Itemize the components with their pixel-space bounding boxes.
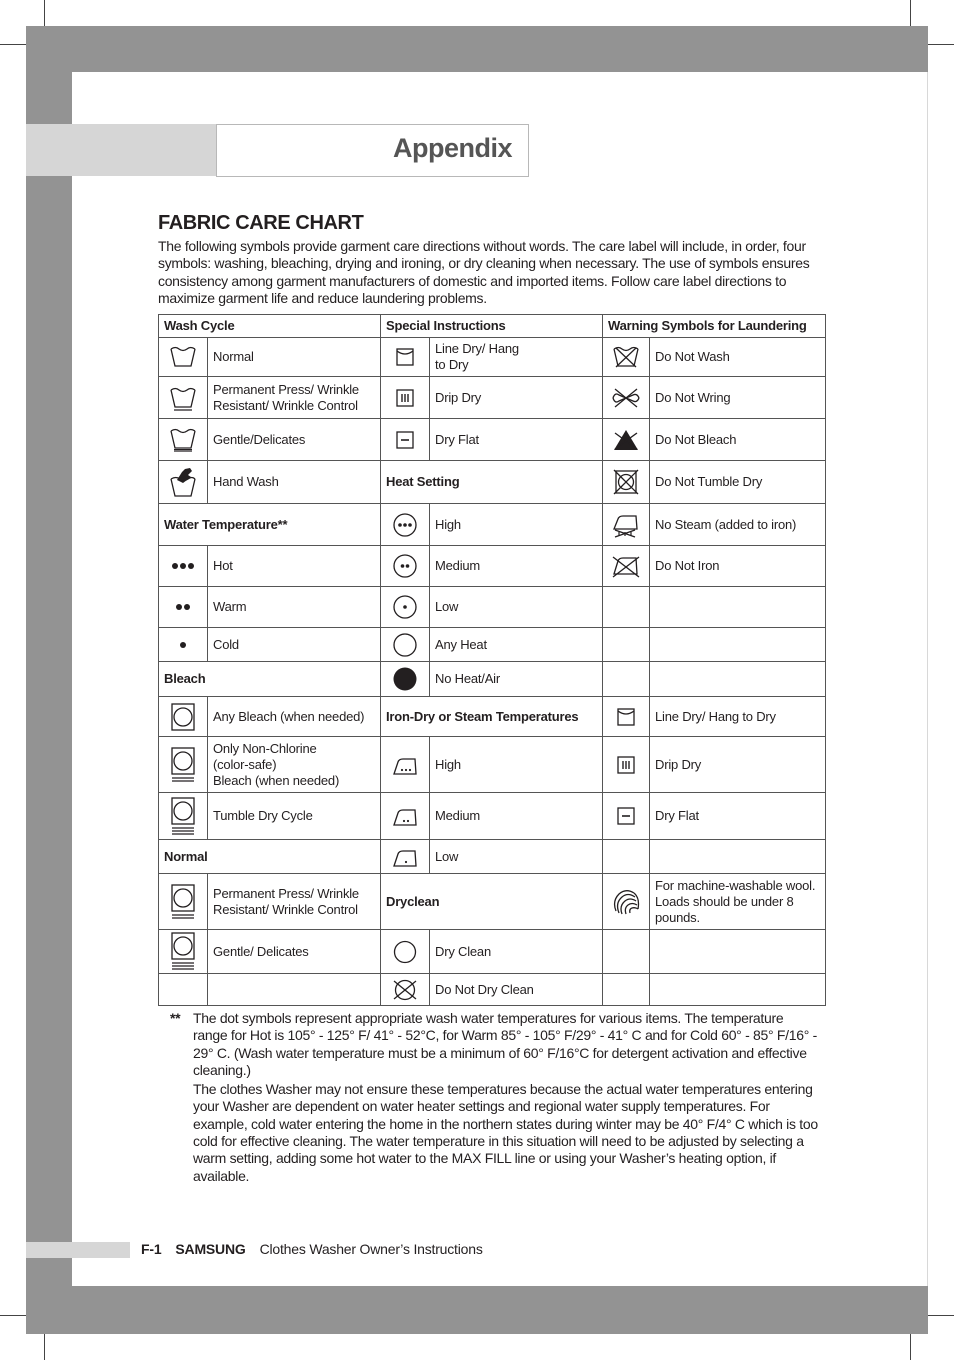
- symbol-cell: [381, 628, 430, 662]
- section-title: Appendix: [392, 133, 512, 163]
- symbol-cell: [159, 461, 208, 504]
- symbol-cell: [159, 974, 208, 1006]
- symbol-label: Any Bleach (when needed): [208, 697, 381, 737]
- symbol-label: [650, 930, 826, 974]
- symbol-label: High: [430, 504, 603, 546]
- section-heading: Iron-Dry or Steam Temperatures: [381, 697, 603, 737]
- iron-medium-icon: [381, 804, 429, 828]
- tumble-dry-permanent-press-icon: [159, 882, 207, 922]
- table-row: [159, 546, 826, 587]
- table-row: [159, 874, 826, 930]
- crop-mark: [0, 1315, 26, 1316]
- crop-mark: [44, 1334, 45, 1360]
- page-frame-bottom: [26, 1286, 928, 1334]
- symbol-cell: [159, 930, 208, 974]
- table-row: [159, 662, 826, 697]
- symbol-cell: [159, 419, 208, 461]
- note-paragraph: The clothes Washer may not ensure these temperatures because the actual water temperatures entering your Washer are dependent on water heater settings and regional water supply temperatures. For example, cold water entering the home in the northern states during winter may be 40° F/4° C which is too cold for effective cleaning. The water temperature in this situation will need to be adjusted by selecting a warm setting, adding some hot water to the MAX FILL line or using your Washer’s heating option, if available.: [193, 1081, 818, 1184]
- symbol-cell: [159, 377, 208, 419]
- heat-medium-icon: [381, 553, 429, 579]
- iron-high-icon: [381, 753, 429, 777]
- table-row: [159, 974, 826, 1006]
- symbol-cell: [159, 874, 208, 930]
- symbol-cell: [159, 737, 208, 793]
- symbol-label: Do Not Tumble Dry: [650, 461, 826, 504]
- symbol-label: [650, 587, 826, 628]
- symbol-cell: [381, 662, 430, 697]
- symbol-cell: [381, 587, 430, 628]
- drip-dry-icon: [603, 754, 649, 776]
- symbol-label: Drip Dry: [650, 737, 826, 793]
- heat-low-icon: [381, 594, 429, 620]
- symbol-cell: [603, 419, 650, 461]
- table-row: [159, 737, 826, 793]
- symbol-label: Do Not Dry Clean: [430, 974, 603, 1006]
- column-header: Wash Cycle: [159, 315, 381, 338]
- symbol-label: Warm: [208, 587, 381, 628]
- symbol-cell: [159, 587, 208, 628]
- symbol-cell: [603, 546, 650, 587]
- symbol-cell: [381, 377, 430, 419]
- symbol-cell: [381, 930, 430, 974]
- symbol-cell: [603, 874, 650, 930]
- symbol-cell: [381, 546, 430, 587]
- symbol-cell: [159, 793, 208, 840]
- symbol-label: Line Dry/ Hang to Dry: [650, 697, 826, 737]
- symbol-label: Drip Dry: [430, 377, 603, 419]
- symbol-label: Gentle/Delicates: [208, 419, 381, 461]
- line-dry-icon: [381, 346, 429, 368]
- symbol-label: Do Not Bleach: [650, 419, 826, 461]
- note-paragraph: The dot symbols represent appropriate wash water temperatures for various items. The temperature range for Hot is 105° - 125° F/ 41° - 52°C, for Warm 85° - 105° F/29° - 41° C and for Cold 60° - 85° F/16° - 29° C. (Wash water temperature must be a minimum of 60° F/16°C for detergent activation and effective cleaning.): [193, 1010, 817, 1078]
- intro-paragraph: The following symbols provide garment care directions without words. The care label will include, in order, four symbols: washing, bleaching, drying and ironing, or dry cleaning when necessary. The use of symbols ensures consistency among garment manufacturers of domestic and imported items. Follow care label directions to maximize garment life and reduce laundering problems.: [158, 238, 810, 306]
- three-dots-icon: [159, 558, 207, 574]
- symbol-label: Tumble Dry Cycle: [208, 793, 381, 840]
- symbol-label: No Heat/Air: [430, 662, 603, 697]
- symbol-label: Gentle/ Delicates: [208, 930, 381, 974]
- page-frame-right: [927, 72, 928, 1286]
- symbol-label: Do Not Wash: [650, 338, 826, 377]
- symbol-label: Do Not Iron: [650, 546, 826, 587]
- symbol-label: Normal: [208, 338, 381, 377]
- do-not-wring-icon: [603, 386, 649, 410]
- symbol-cell: [603, 697, 650, 737]
- symbol-cell: [603, 338, 650, 377]
- do-not-bleach-icon: [603, 427, 649, 453]
- footnote-mark: **: [170, 1010, 181, 1026]
- crop-mark: [928, 1315, 954, 1316]
- symbol-label: Any Heat: [430, 628, 603, 662]
- page-footer: [141, 1241, 483, 1257]
- dry-flat-icon: [603, 805, 649, 827]
- section-header: [216, 124, 529, 177]
- symbol-cell: [603, 628, 650, 662]
- fabric-care-table: [158, 314, 826, 1006]
- symbol-cell: [381, 737, 430, 793]
- symbol-cell: [603, 840, 650, 874]
- symbol-label: [650, 628, 826, 662]
- drip-dry-icon: [381, 387, 429, 409]
- no-steam-icon: [603, 512, 649, 538]
- do-not-wash-icon: [603, 344, 649, 370]
- tumble-dry-gentle-icon: [159, 795, 207, 838]
- do-not-iron-icon: [603, 553, 649, 579]
- table-row: [159, 419, 826, 461]
- document-title: Clothes Washer Owner’s Instructions: [259, 1241, 483, 1257]
- symbol-cell: [603, 793, 650, 840]
- page-frame-top: [26, 26, 928, 72]
- section-heading: Normal: [159, 840, 381, 874]
- symbol-cell: [381, 793, 430, 840]
- symbol-cell: [381, 419, 430, 461]
- footer-accent: [26, 1242, 130, 1258]
- symbol-label: Only Non-Chlorine (color-safe) Bleach (when needed): [208, 737, 381, 793]
- section-heading: Heat Setting: [381, 461, 603, 504]
- symbol-cell: [603, 662, 650, 697]
- symbol-label: Hand Wash: [208, 461, 381, 504]
- symbol-label: Permanent Press/ Wrinkle Resistant/ Wrinkle Control: [208, 874, 381, 930]
- symbol-label: No Steam (added to iron): [650, 504, 826, 546]
- section-heading: Water Temperature**: [159, 504, 381, 546]
- symbol-cell: [381, 338, 430, 377]
- symbol-cell: [603, 504, 650, 546]
- crop-mark: [928, 44, 954, 45]
- symbol-cell: [603, 974, 650, 1006]
- table-row: [159, 793, 826, 840]
- symbol-label: Medium: [430, 546, 603, 587]
- symbol-label: [208, 974, 381, 1006]
- tub-gentle-icon: [159, 426, 207, 454]
- crop-mark: [910, 0, 911, 26]
- symbol-label: [650, 662, 826, 697]
- symbol-cell: [159, 697, 208, 737]
- table-row: [159, 697, 826, 737]
- page-frame-left: [26, 26, 72, 1334]
- symbol-label: Line Dry/ Hang to Dry: [430, 338, 603, 377]
- symbol-cell: [381, 974, 430, 1006]
- symbol-label: [650, 974, 826, 1006]
- tumble-dry-gentle-icon: [159, 930, 207, 973]
- two-dots-icon: [159, 599, 207, 615]
- line-dry-icon: [603, 706, 649, 728]
- symbol-label: Medium: [430, 793, 603, 840]
- symbol-label: Dry Flat: [430, 419, 603, 461]
- table-row: [159, 338, 826, 377]
- wool-icon: [603, 886, 649, 918]
- symbol-label: Permanent Press/ Wrinkle Resistant/ Wrinkle Control: [208, 377, 381, 419]
- table-row: [159, 377, 826, 419]
- crop-mark: [0, 44, 26, 45]
- page-number: F-1: [141, 1241, 162, 1257]
- symbol-label: [650, 840, 826, 874]
- temperature-note: [168, 1010, 820, 1187]
- crop-mark: [910, 1334, 911, 1360]
- tumble-dry-icon: [159, 701, 207, 733]
- chart-title: FABRIC CARE CHART: [158, 212, 364, 234]
- brand-name: SAMSUNG: [175, 1241, 246, 1257]
- table-row: [159, 461, 826, 504]
- symbol-label: Dry Clean: [430, 930, 603, 974]
- column-header: Warning Symbols for Laundering: [603, 315, 826, 338]
- symbol-label: Low: [430, 587, 603, 628]
- table-row: [159, 628, 826, 662]
- symbol-cell: [603, 377, 650, 419]
- section-heading: Dryclean: [381, 874, 603, 930]
- do-not-dry-clean-icon: [381, 977, 429, 1003]
- symbol-label: Hot: [208, 546, 381, 587]
- heat-high-icon: [381, 512, 429, 538]
- any-heat-icon: [381, 632, 429, 658]
- symbol-label: High: [430, 737, 603, 793]
- symbol-cell: [381, 840, 430, 874]
- symbol-label: Do Not Wring: [650, 377, 826, 419]
- one-dot-icon: [159, 637, 207, 653]
- crop-mark: [44, 0, 45, 26]
- table-row: [159, 587, 826, 628]
- hand-wash-icon: [159, 466, 207, 498]
- symbol-cell: [603, 461, 650, 504]
- header-tab-accent: [26, 124, 216, 176]
- tub-permanent-press-icon: [159, 385, 207, 411]
- symbol-cell: [603, 587, 650, 628]
- symbol-label: Low: [430, 840, 603, 874]
- symbol-label: Cold: [208, 628, 381, 662]
- iron-low-icon: [381, 845, 429, 869]
- dry-clean-icon: [381, 939, 429, 965]
- section-heading: Bleach: [159, 662, 381, 697]
- table-row: [159, 504, 826, 546]
- do-not-tumble-dry-icon: [603, 468, 649, 496]
- symbol-label: Dry Flat: [650, 793, 826, 840]
- dry-flat-icon: [381, 429, 429, 451]
- symbol-cell: [159, 546, 208, 587]
- symbol-label: For machine-washable wool. Loads should be under 8 pounds.: [650, 874, 826, 930]
- column-header: Special Instructions: [381, 315, 603, 338]
- table-row: [159, 840, 826, 874]
- symbol-cell: [381, 504, 430, 546]
- symbol-cell: [603, 930, 650, 974]
- tumble-dry-permanent-press-icon: [159, 745, 207, 785]
- table-row: [159, 930, 826, 974]
- symbol-cell: [603, 737, 650, 793]
- symbol-cell: [159, 338, 208, 377]
- no-heat-icon: [381, 666, 429, 692]
- tub-normal-icon: [159, 344, 207, 370]
- symbol-cell: [159, 628, 208, 662]
- table-header-row: [159, 315, 826, 338]
